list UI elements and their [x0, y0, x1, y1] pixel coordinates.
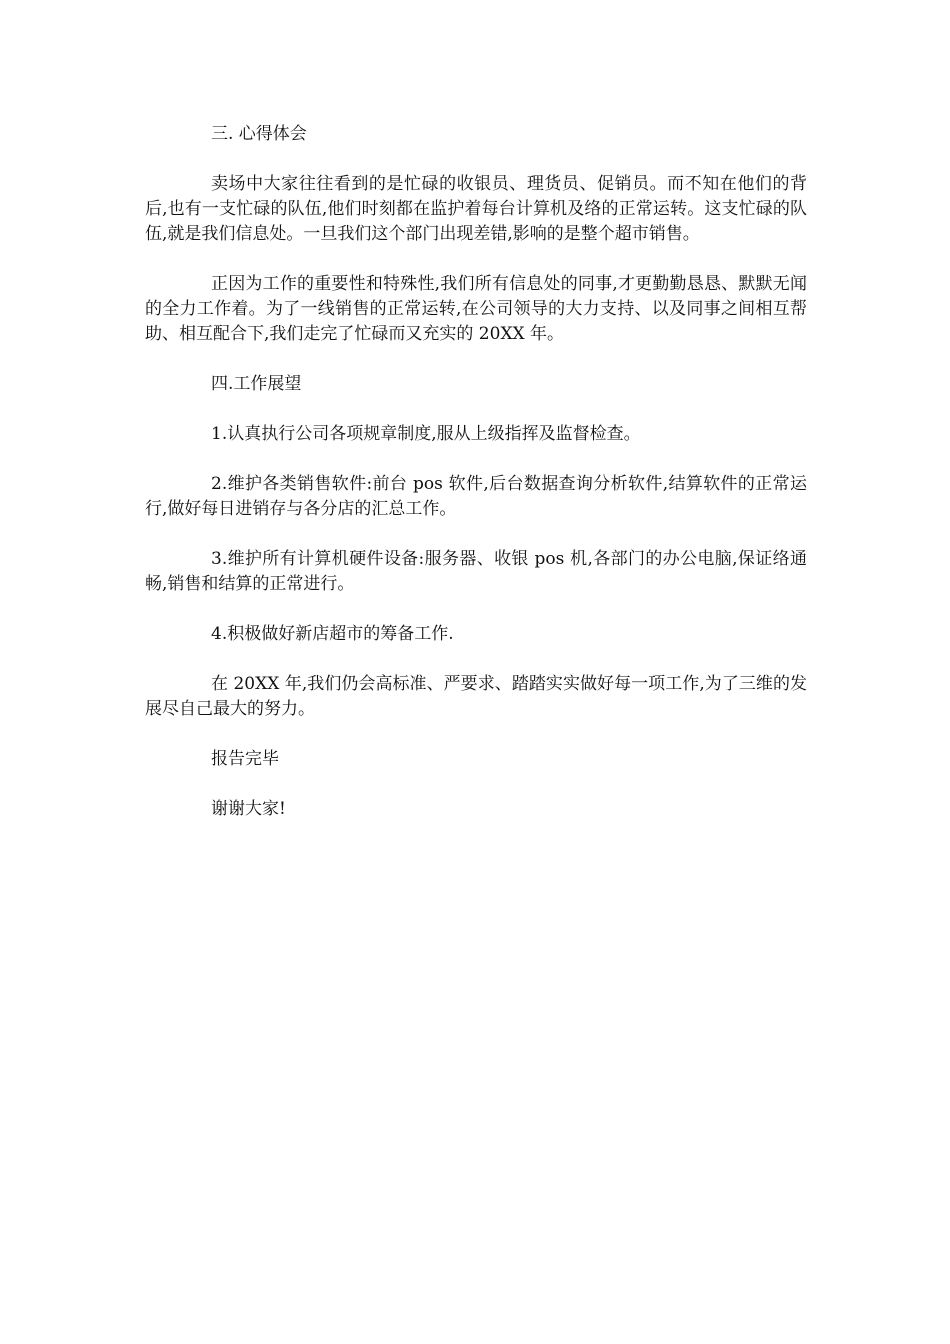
- paragraph-experience-2: 正因为工作的重要性和特殊性,我们所有信息处的同事,才更勤勤恳恳、默默无闻的全力工作着。为了一线销售的正常运转,在公司领导的大力支持、以及同事之间相互帮助、相互配合下,我们走完了忙碌而又充实的 20XX 年。: [145, 274, 807, 344]
- list-item-3: 3.维护所有计算机硬件设备:服务器、收银 pos 机,各部门的办公电脑,保证络通畅,销售和结算的正常进行。: [145, 549, 807, 594]
- report-end-text: 报告完毕: [211, 749, 279, 769]
- closing-paragraph: 在 20XX 年,我们仍会高标准、严要求、踏踏实实做好每一项工作,为了三维的发展尽自己最大的努力。: [145, 674, 807, 719]
- list-item-4: 4.积极做好新店超市的筹备工作.: [211, 624, 454, 644]
- list-item-1: 1.认真执行公司各项规章制度,服从上级指挥及监督检查。: [211, 424, 641, 444]
- document-body: [145, 122, 807, 847]
- list-item-2: 2.维护各类销售软件:前台 pos 软件,后台数据查询分析软件,结算软件的正常运行,做好每日进销存与各分店的汇总工作。: [145, 474, 807, 519]
- section-heading-4: 四.工作展望: [211, 374, 302, 394]
- section-heading-3: 三. 心得体会: [211, 124, 307, 144]
- thanks-text: 谢谢大家!: [211, 799, 286, 819]
- paragraph-experience-1: 卖场中大家往往看到的是忙碌的收银员、理货员、促销员。而不知在他们的背后,也有一支忙碌的队伍,他们时刻都在监护着每台计算机及络的正常运转。这支忙碌的队伍,就是我们信息处。一旦我们这个部门出现差错,影响的是整个超市销售。: [145, 174, 807, 244]
